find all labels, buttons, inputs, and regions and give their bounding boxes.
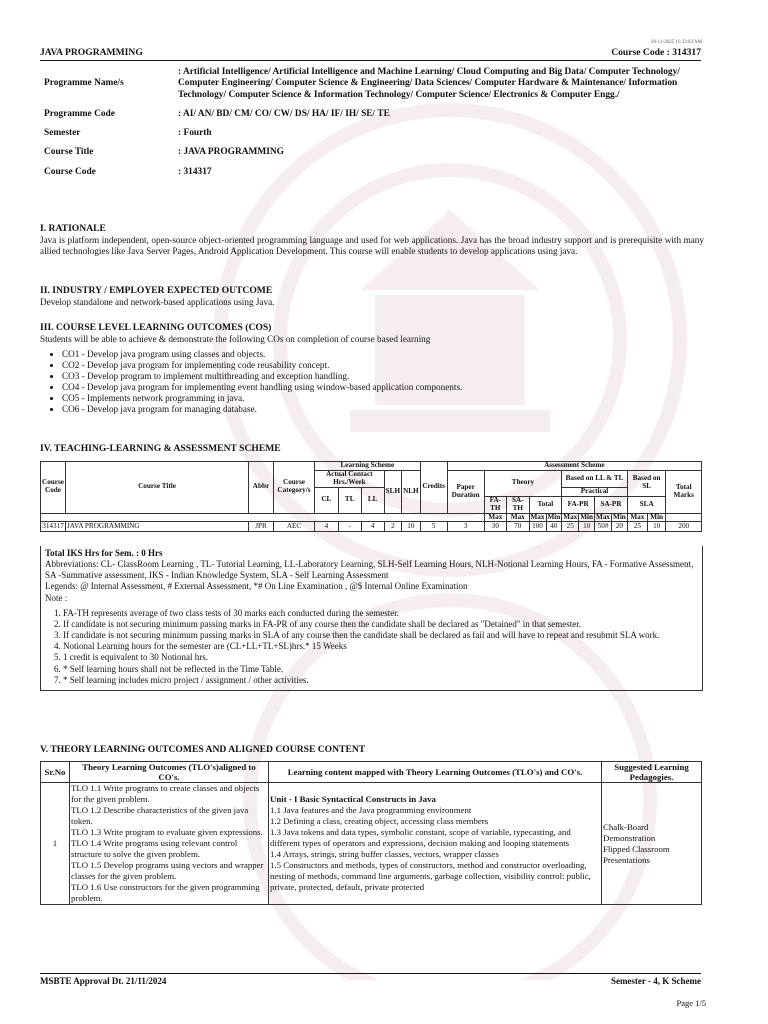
th-theory-total: Total bbox=[529, 496, 562, 513]
page-header bbox=[40, 47, 701, 61]
pedagogy-item: Demonstration bbox=[603, 832, 656, 843]
th-max: Max bbox=[484, 513, 506, 522]
programme-code-value: : AI/ AN/ BD/ CM/ CO/ CW/ DS/ HA/ IF/ IH/ SE/ TE bbox=[178, 108, 390, 119]
cell-total-min: 40 bbox=[546, 522, 562, 532]
tlo-item: TLO 1.1 Write programs to create classes and objects for the given problem. bbox=[71, 783, 260, 805]
th-contact-hrs: Actual Contact Hrs./Week bbox=[315, 470, 385, 487]
industry-section bbox=[40, 285, 704, 308]
th-max: Max bbox=[596, 512, 611, 521]
note-item: 1. FA-TH represents average of two class tests of 30 marks each conducted during the semester. bbox=[63, 608, 699, 619]
note-item: 2. If candidate is not securing minimum passing marks in FA-PR of any course then the candidate shall be declared as "Detained" in that semester. bbox=[63, 619, 699, 630]
legends: Legends: @ Internal Assessment, # External Assessment, *# On Line Examination , @$ Internal Online Examination bbox=[45, 581, 468, 592]
course-code-value: : 314317 bbox=[178, 166, 212, 177]
programme-label: Programme Name/s bbox=[44, 78, 124, 89]
tlo-content-table bbox=[40, 761, 702, 905]
th-tl: TL bbox=[338, 487, 361, 513]
note-item: 5. 1 credit is equivalent to 30 Notional hrs. bbox=[63, 652, 699, 663]
teaching-assessment-scheme-table bbox=[40, 461, 702, 532]
cell-total-max: 100 bbox=[529, 522, 546, 532]
notes-list bbox=[45, 608, 699, 686]
th-nlh: NLH bbox=[402, 470, 421, 513]
th-credits: Credits bbox=[420, 462, 447, 514]
cell-course-code: 314317 bbox=[42, 522, 64, 531]
th-min: Min bbox=[647, 513, 666, 522]
th-total-marks: Total Marks bbox=[666, 470, 702, 513]
co-item: • CO4 - Develop java program for implementing event handling using window-based application components. bbox=[62, 382, 704, 393]
th-min: Min bbox=[580, 512, 594, 521]
th-tlo: Theory Learning Outcomes (TLO's)aligned to CO's. bbox=[70, 762, 269, 783]
cell-tl: - bbox=[338, 522, 361, 532]
cell-tlos bbox=[70, 783, 269, 905]
cell-fa-pr-max: 25 bbox=[562, 522, 579, 532]
cell-fa-th-max: 30 bbox=[484, 522, 506, 532]
co-item: • CO5 - Implements network programming in java. bbox=[62, 393, 704, 404]
cos-heading: III. COURSE LEVEL LEARNING OUTCOMES (COS) bbox=[40, 322, 272, 333]
th-srno: Sr.No bbox=[41, 762, 70, 783]
th-min: Min bbox=[547, 512, 561, 521]
content-item: 1.3 Java tokens and data types, symbolic constant, scope of variable, typecasting, and different types of operators and expressions, decision making and looping statements bbox=[270, 827, 571, 849]
cell-total-marks: 200 bbox=[666, 522, 702, 532]
th-category: Course Category/s bbox=[274, 462, 315, 514]
course-code-label: Course Code bbox=[44, 166, 96, 177]
abbreviations: Abbreviations: CL- ClassRoom Learning , TL- Tutorial Learning, LL-Laboratory Learning, SLH-Self Learning Hours, NLH-Notional Learning Hours, FA - Formative Assessment, SA -Summative assessment, IKS - Indian Knowledge System, SLA - Self Learning Assessment bbox=[45, 559, 694, 581]
pedagogy-item: Flipped Classroom bbox=[603, 843, 670, 854]
cell-sla-min: 10 bbox=[647, 522, 666, 532]
th-learning-scheme: Learning Scheme bbox=[315, 462, 421, 471]
th-assessment-scheme: Assessment Scheme bbox=[447, 462, 701, 471]
content-item: 1.5 Constructors and methods, types of constructors, method and constructor overloading, nesting of methods, command line arguments, garbage collection, visibility control: public, private, protected, default, private protected bbox=[270, 860, 591, 893]
cell-cl: 4 bbox=[315, 522, 339, 532]
page-number: Page 1/5 bbox=[676, 998, 706, 1008]
th-slh: SLH bbox=[384, 470, 401, 513]
semester-label: Semester bbox=[44, 128, 81, 139]
th-course-code: Course Code bbox=[41, 462, 66, 514]
rationale-heading: I. RATIONALE bbox=[40, 223, 106, 234]
cell-ll: 4 bbox=[361, 522, 384, 532]
th-practical: Practical bbox=[562, 487, 628, 496]
semester-row bbox=[40, 120, 701, 139]
content-item: 1.2 Defining a class, creating object, accessing class members bbox=[270, 816, 489, 827]
th-fa-pr: FA-PR bbox=[562, 496, 595, 513]
cell-course-title: JAVA PROGRAMMING bbox=[66, 522, 249, 532]
cos-intro: Students will be able to achieve & demonstrate the following COs on completion of course based learning bbox=[40, 333, 431, 344]
content-item: 1.1 Java features and the Java programming environment bbox=[270, 805, 472, 816]
note-item: 3. If candidate is not securing minimum passing marks in SLA of any course then the candidate shall be declared as fail and will have to repeat and resubmit SLA work. bbox=[63, 630, 699, 641]
scheme-heading: IV. TEACHING-LEARNING & ASSESSMENT SCHEME bbox=[40, 443, 281, 454]
cell-fa-pr-min: 10 bbox=[579, 522, 595, 532]
co-item: • CO6 - Develop java program for managing database. bbox=[62, 404, 704, 415]
th-min: Min bbox=[613, 512, 626, 521]
cell-sa-pr-min: 20 bbox=[612, 522, 628, 532]
cell-slh: 2 bbox=[384, 522, 401, 532]
th-max: Max bbox=[563, 512, 578, 521]
th-based-sl: Based on SL bbox=[627, 470, 666, 496]
footer-approval: MSBTE Approval Dt. 21/11/2024 bbox=[40, 976, 167, 986]
header-course-title: JAVA PROGRAMMING bbox=[40, 47, 143, 58]
course-title-label: Course Title bbox=[44, 147, 94, 158]
th-theory: Theory bbox=[484, 470, 562, 496]
th-sla: SLA bbox=[627, 496, 666, 513]
rationale-section bbox=[40, 223, 704, 257]
cell-category: AEC bbox=[274, 522, 315, 532]
tlo-heading: V. THEORY LEARNING OUTCOMES AND ALIGNED COURSE CONTENT bbox=[40, 744, 366, 755]
cell-nlh: 10 bbox=[402, 522, 421, 532]
th-pedagogies: Suggested Learning Pedagogies. bbox=[602, 762, 702, 783]
cell-sla-max: 25 bbox=[627, 522, 647, 532]
content-item: 1.4 Arrays, strings, string buffer classes, vectors, wrapper classes bbox=[270, 849, 499, 860]
note-label: Note : bbox=[45, 592, 68, 603]
programme-value: : Artificial Intelligence/ Artificial Intelligence and Machine Learning/ Cloud Computing and Big Data/ Computer Technology/ Computer Engineering/ Computer Science & Engineering/ Data Sciences/ Computer Hardware & Maintenance/ Information Technology/ Computer Science & Information Technology/ Computer Science/ Electronics & Computer Engg./ bbox=[178, 67, 680, 100]
cell-paper-duration: 3 bbox=[447, 522, 484, 532]
pedagogy-item: Chalk-Board bbox=[603, 821, 649, 832]
th-max: Max bbox=[627, 513, 647, 522]
th-based-ll-tl: Based on LL & TL bbox=[562, 470, 628, 487]
tlo-header-row bbox=[41, 762, 702, 783]
industry-text: Develop standalone and network-based applications using Java. bbox=[40, 296, 275, 307]
cell-credits: 5 bbox=[420, 522, 447, 532]
footer-semester: Semester - 4, K Scheme bbox=[610, 976, 701, 986]
th-ll: LL bbox=[361, 487, 384, 513]
th-paper-duration: Paper Duration bbox=[447, 470, 484, 513]
semester-value: : Fourth bbox=[178, 128, 212, 139]
print-timestamp: 26-11-2025 11:33:03 AM bbox=[650, 40, 702, 45]
cell-abbr: JPR bbox=[249, 522, 274, 532]
industry-heading: II. INDUSTRY / EMPLOYER EXPECTED OUTCOME bbox=[40, 285, 273, 296]
scheme-section bbox=[40, 443, 704, 455]
programme-row bbox=[40, 67, 701, 101]
course-code-row bbox=[40, 159, 701, 178]
co-item: • CO3 - Develop program to implement multithreading and exception handling. bbox=[62, 371, 704, 382]
th-max: Max bbox=[507, 513, 529, 522]
th-max: Max bbox=[530, 512, 545, 521]
co-item: • CO2 - Develop java program for implementing code reusability concept. bbox=[62, 360, 704, 371]
tlo-row bbox=[41, 783, 702, 905]
page-footer bbox=[40, 973, 701, 987]
course-title-row bbox=[40, 139, 701, 158]
tlo-section bbox=[40, 744, 704, 756]
cell-pedagogies bbox=[602, 783, 702, 905]
header-course-code: Course Code : 314317 bbox=[611, 47, 701, 58]
co-list bbox=[40, 349, 704, 415]
th-sa-th: SA-TH bbox=[507, 496, 529, 513]
note-item: 4. Notional Learning hours for the semester are (CL+LL+TL+SL)hrs.* 15 Weeks bbox=[63, 641, 699, 652]
th-course-title: Course Title bbox=[66, 462, 249, 514]
tlo-item: TLO 1.6 Use constructors for the given programming problem. bbox=[71, 882, 260, 904]
note-item: 7. * Self learning includes micro project / assignment / other activities. bbox=[63, 675, 699, 686]
rationale-text: Java is platform independent, open-source object-oriented programming language and used for web applications. Java has the broad industry support and is prerequisite with many allied technologies like Java Server Pages, Android Application Development. This course will enable students to develop applications using java. bbox=[40, 234, 704, 256]
th-abbr: Abbr bbox=[249, 462, 274, 514]
pedagogy-item: Presentations bbox=[603, 854, 650, 865]
tlo-item: TLO 1.3 Write program to evaluate given expressions. bbox=[71, 827, 263, 838]
tlo-item: TLO 1.5 Develop programs using vectors and wrapper classes for the given problem. bbox=[71, 860, 264, 882]
tlo-item: TLO 1.2 Describe characteristics of the given java token. bbox=[71, 805, 249, 827]
programme-code-label: Programme Code bbox=[44, 108, 115, 119]
th-fa-th: FA-TH bbox=[484, 496, 506, 513]
th-content: Learning content mapped with Theory Learning Outcomes (TLO's) and CO's. bbox=[269, 762, 602, 783]
cell-srno: 1 bbox=[41, 783, 70, 905]
co-item: • CO1 - Develop java program using classes and objects. bbox=[62, 349, 704, 360]
cos-section bbox=[40, 322, 704, 415]
cell-content bbox=[269, 783, 602, 905]
programme-code-row bbox=[40, 101, 701, 120]
note-item: 6. * Self learning hours shall not be reflected in the Time Table. bbox=[63, 664, 699, 675]
unit-title: Unit - I Basic Syntactical Constructs in Java bbox=[270, 794, 436, 805]
scheme-notes-box bbox=[40, 546, 703, 691]
scheme-data-row bbox=[41, 522, 702, 532]
cell-sa-pr-max: 50# bbox=[595, 522, 612, 532]
course-title-value: : JAVA PROGRAMMING bbox=[178, 147, 284, 158]
course-info-table bbox=[40, 67, 701, 178]
iks-hours: Total IKS Hrs for Sem. : 0 Hrs bbox=[45, 548, 163, 558]
cell-sa-th-max: 70 bbox=[507, 522, 529, 532]
tlo-item: TLO 1.4 Write programs using relevant control structure to solve the given problem. bbox=[71, 838, 238, 860]
th-sa-pr: SA-PR bbox=[595, 496, 628, 513]
th-cl: CL bbox=[315, 487, 339, 513]
